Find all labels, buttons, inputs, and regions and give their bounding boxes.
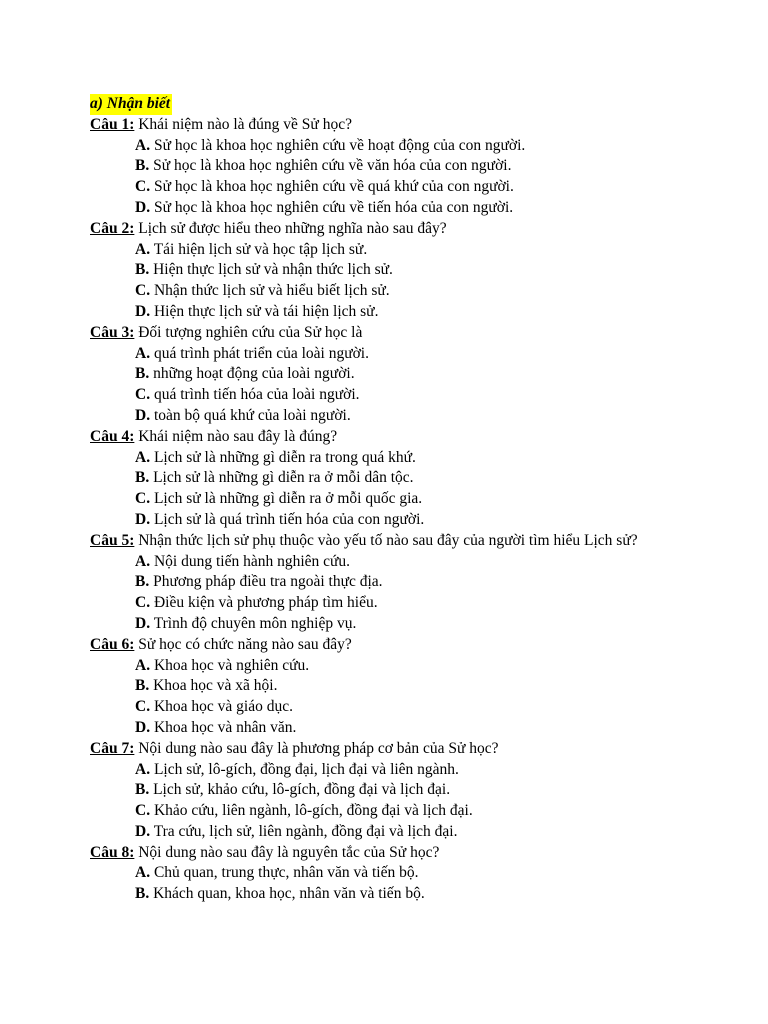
option-letter: A.: [135, 136, 151, 154]
question-text: Khái niệm nào là đúng về Sử học?: [138, 115, 352, 133]
option-text: Khoa học và nghiên cứu.: [153, 656, 310, 674]
option-text: quá trình phát triển của loài người.: [153, 344, 369, 362]
question-line: [90, 323, 690, 344]
option-letter: D.: [135, 510, 151, 528]
section-title: a) Nhận biết: [90, 94, 172, 115]
option-text: Khách quan, khoa học, nhân văn và tiến bộ.: [153, 885, 425, 903]
option-letter: B.: [135, 885, 150, 903]
document-page: [90, 94, 690, 905]
question-block: [90, 739, 690, 843]
answer-option: [90, 614, 690, 635]
option-letter: B.: [135, 781, 150, 799]
answer-option: [90, 364, 690, 385]
option-letter: A.: [135, 240, 151, 258]
section-heading: [90, 94, 690, 115]
option-text: Sử học là khoa học nghiên cứu về quá khứ của con người.: [153, 178, 514, 196]
question-block: [90, 115, 690, 219]
option-text: Nhận thức lịch sử và hiểu biết lịch sử.: [153, 282, 390, 300]
option-text: Chủ quan, trung thực, nhân văn và tiến bộ.: [153, 864, 419, 882]
question-number: Câu 7:: [90, 739, 135, 757]
answer-option: [90, 489, 690, 510]
option-text: Tra cứu, lịch sử, liên ngành, đồng đại và lịch đại.: [153, 822, 458, 840]
option-letter: A.: [135, 344, 151, 362]
question-number: Câu 6:: [90, 635, 135, 653]
question-text: Nhận thức lịch sử phụ thuộc vào yếu tố nào sau đây của người tìm hiểu Lịch sử?: [138, 531, 638, 549]
question-list: [90, 115, 690, 905]
option-letter: A.: [135, 552, 151, 570]
question-text: Nội dung nào sau đây là phương pháp cơ bản của Sử học?: [138, 739, 499, 757]
option-letter: B.: [135, 573, 150, 591]
option-text: Lịch sử là những gì diễn ra ở mỗi quốc gia.: [153, 490, 423, 508]
option-letter: A.: [135, 448, 151, 466]
option-letter: C.: [135, 386, 151, 404]
question-line: [90, 219, 690, 240]
option-text: toàn bộ quá khứ của loài người.: [153, 406, 351, 424]
option-letter: C.: [135, 698, 151, 716]
option-letter: C.: [135, 490, 151, 508]
option-text: Lịch sử là quá trình tiến hóa của con người.: [153, 510, 425, 528]
answer-option: [90, 468, 690, 489]
option-text: Trình độ chuyên môn nghiệp vụ.: [153, 614, 357, 632]
option-text: Khảo cứu, liên ngành, lô-gích, đồng đại và lịch đại.: [153, 802, 473, 820]
answer-option: [90, 718, 690, 739]
option-letter: C.: [135, 594, 151, 612]
question-block: [90, 843, 690, 905]
question-block: [90, 323, 690, 427]
option-letter: D.: [135, 718, 151, 736]
answer-option: [90, 552, 690, 573]
option-letter: C.: [135, 178, 151, 196]
answer-option: [90, 656, 690, 677]
option-letter: A.: [135, 864, 151, 882]
question-line: [90, 843, 690, 864]
option-letter: B.: [135, 365, 150, 383]
question-text: Đối tượng nghiên cứu của Sử học là: [138, 323, 363, 341]
option-text: quá trình tiến hóa của loài người.: [153, 386, 360, 404]
question-line: [90, 635, 690, 656]
answer-option: [90, 676, 690, 697]
option-letter: D.: [135, 614, 151, 632]
option-text: Hiện thực lịch sử và nhận thức lịch sử.: [153, 261, 393, 279]
question-number: Câu 5:: [90, 531, 135, 549]
answer-option: [90, 510, 690, 531]
question-line: [90, 531, 690, 552]
option-text: Lịch sử, khảo cứu, lô-gích, đồng đại và lịch đại.: [153, 781, 451, 799]
answer-option: [90, 822, 690, 843]
option-letter: C.: [135, 282, 151, 300]
option-text: Điều kiện và phương pháp tìm hiểu.: [153, 594, 378, 612]
answer-option: [90, 593, 690, 614]
option-letter: D.: [135, 198, 151, 216]
question-text: Khái niệm nào sau đây là đúng?: [138, 427, 338, 445]
answer-option: [90, 406, 690, 427]
question-line: [90, 427, 690, 448]
question-block: [90, 531, 690, 635]
option-letter: B.: [135, 261, 150, 279]
option-letter: B.: [135, 157, 150, 175]
question-number: Câu 2:: [90, 219, 135, 237]
answer-option: [90, 302, 690, 323]
answer-option: [90, 177, 690, 198]
answer-option: [90, 240, 690, 261]
question-block: [90, 219, 690, 323]
option-letter: D.: [135, 406, 151, 424]
answer-option: [90, 697, 690, 718]
option-text: Nội dung tiến hành nghiên cứu.: [153, 552, 351, 570]
answer-option: [90, 281, 690, 302]
option-text: Sử học là khoa học nghiên cứu về tiến hóa của con người.: [153, 198, 514, 216]
question-line: [90, 739, 690, 760]
answer-option: [90, 385, 690, 406]
question-number: Câu 8:: [90, 843, 135, 861]
answer-option: [90, 760, 690, 781]
answer-option: [90, 156, 690, 177]
answer-option: [90, 780, 690, 801]
question-number: Câu 4:: [90, 427, 135, 445]
answer-option: [90, 863, 690, 884]
option-text: Lịch sử, lô-gích, đồng đại, lịch đại và liên ngành.: [153, 760, 459, 778]
option-letter: D.: [135, 302, 151, 320]
question-text: Nội dung nào sau đây là nguyên tắc của Sử học?: [138, 843, 440, 861]
answer-option: [90, 344, 690, 365]
option-text: Khoa học và nhân văn.: [153, 718, 297, 736]
option-letter: A.: [135, 760, 151, 778]
answer-option: [90, 260, 690, 281]
option-text: Phương pháp điều tra ngoài thực địa.: [153, 573, 383, 591]
question-line: [90, 115, 690, 136]
option-text: những hoạt động của loài người.: [153, 365, 355, 383]
option-text: Lịch sử là những gì diễn ra trong quá khứ.: [153, 448, 416, 466]
option-text: Hiện thực lịch sử và tái hiện lịch sử.: [153, 302, 379, 320]
option-letter: A.: [135, 656, 151, 674]
option-letter: D.: [135, 822, 151, 840]
option-text: Khoa học và xã hội.: [153, 677, 278, 695]
answer-option: [90, 448, 690, 469]
option-letter: C.: [135, 802, 151, 820]
question-text: Lịch sử được hiểu theo những nghĩa nào sau đây?: [138, 219, 447, 237]
option-text: Tái hiện lịch sử và học tập lịch sử.: [153, 240, 368, 258]
question-block: [90, 635, 690, 739]
question-text: Sử học có chức năng nào sau đây?: [138, 635, 352, 653]
answer-option: [90, 801, 690, 822]
option-text: Khoa học và giáo dục.: [153, 698, 293, 716]
answer-option: [90, 884, 690, 905]
option-letter: B.: [135, 677, 150, 695]
option-text: Lịch sử là những gì diễn ra ở mỗi dân tộc.: [153, 469, 414, 487]
answer-option: [90, 572, 690, 593]
answer-option: [90, 136, 690, 157]
question-block: [90, 427, 690, 531]
question-number: Câu 1:: [90, 115, 135, 133]
option-text: Sử học là khoa học nghiên cứu về hoạt động của con người.: [153, 136, 526, 154]
question-number: Câu 3:: [90, 323, 135, 341]
answer-option: [90, 198, 690, 219]
option-text: Sử học là khoa học nghiên cứu về văn hóa của con người.: [153, 157, 512, 175]
option-letter: B.: [135, 469, 150, 487]
